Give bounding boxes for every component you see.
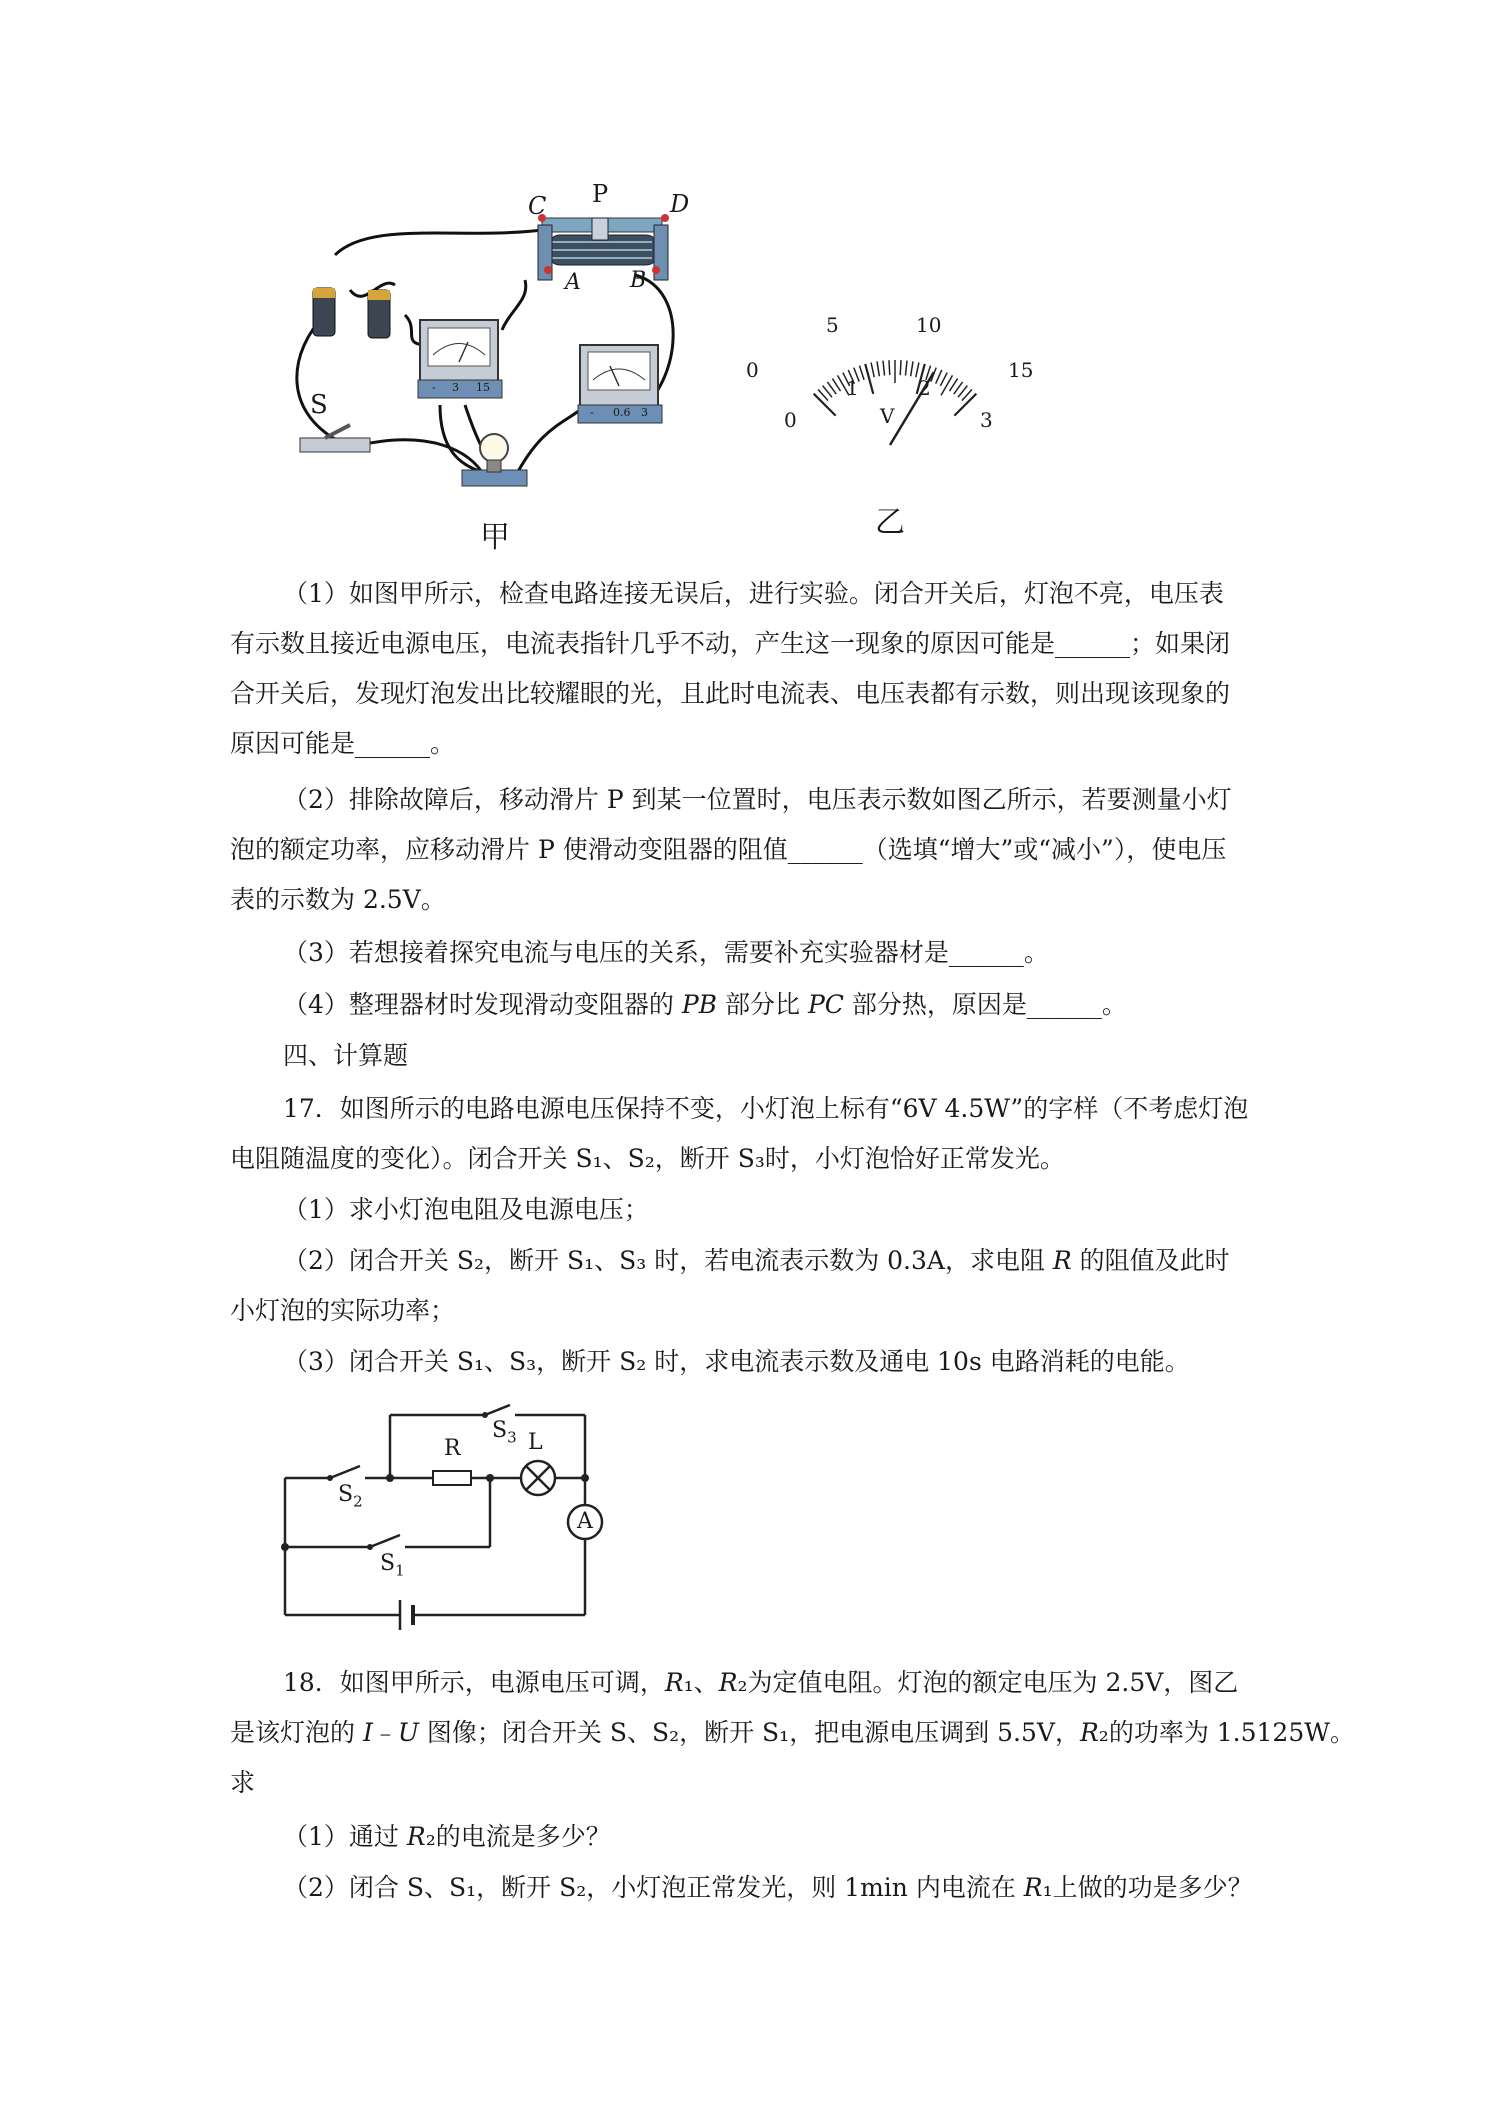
dial-inner-3: 3 (980, 408, 993, 432)
circuit-label-R: R (444, 1436, 461, 1461)
s2-letter: S (338, 1482, 354, 1507)
ammeter-terminal-0.6: 0.6 (613, 406, 631, 419)
voltmeter-terminal-neg: - (432, 381, 436, 394)
dial-tick (883, 361, 885, 376)
q18-l1-r1: R (664, 1668, 684, 1697)
dial-tick (916, 363, 919, 378)
q16-part4-pb: PB (681, 990, 718, 1019)
dial-outer-10: 10 (916, 313, 942, 337)
dial-tick (900, 360, 901, 375)
q17-part3: （3）闭合开关 S₁、S₃，断开 S₂ 时，求电流表示数及通电 10s 电路消耗的电能。 (283, 1347, 1190, 1376)
voltmeter-terminal-15: 15 (476, 381, 490, 394)
dial-tick (871, 363, 874, 378)
q18-l1a: 18．如图甲所示，电源电压可调， (283, 1668, 665, 1697)
dial-tick (911, 361, 913, 376)
q17-part2-line2: 小灯泡的实际功率； (230, 1296, 456, 1325)
q18-p1a: （1）通过 (283, 1822, 407, 1851)
dial-inner-1: 1 (846, 376, 859, 400)
dial-tick (941, 375, 953, 395)
q18-l1b: ₂为定值电阻。灯泡的额定电压为 2.5V，图乙 (737, 1668, 1239, 1697)
q16-part4-c: 部分热，原因是______。 (843, 990, 1127, 1019)
q18-l2-dash: ﹣ (372, 1718, 398, 1747)
q18-part1 (283, 1817, 611, 1853)
q18-line2 (230, 1713, 1355, 1749)
q16-part1-line2: 有示数且接近电源电压，电流表指针几乎不动，产生这一现象的原因可能是______；如果闭 (230, 629, 1231, 658)
q18-p2a: （2）闭合 S、S₁，断开 S₂，小灯泡正常发光，则 1min 内电流在 (283, 1873, 1024, 1902)
q18-part2 (283, 1868, 1253, 1904)
q16-part1-line1: （1）如图甲所示，检查电路连接无误后，进行实验。闭合开关后，灯泡不亮，电压表 (283, 579, 1224, 608)
q17-part1: （1）求小灯泡电阻及电源电压； (283, 1195, 649, 1224)
voltmeter-terminal-3: 3 (452, 381, 459, 394)
dial-tick (859, 366, 864, 380)
label-P: P (592, 180, 609, 208)
q16-part4-b: 部分比 (717, 990, 808, 1019)
dial-tick (905, 361, 907, 376)
circuit-label-A: A (577, 1509, 593, 1534)
s2-sub: 2 (353, 1492, 363, 1511)
q16-part2-line2: 泡的额定功率，应移动滑片 P 使滑动变阻器的阻值______（选填“增大”或“减小”），使电压 (230, 835, 1227, 864)
q18-l2c: ₂的功率为 1.5125W。 (1098, 1718, 1355, 1747)
q18-l2b: 图像；闭合开关 S、S₂，断开 S₁，把电源电压调到 5.5V， (418, 1718, 1080, 1747)
figure-jia (280, 180, 720, 510)
dial-tick (877, 361, 879, 376)
q17-part2-r: R (1052, 1246, 1072, 1275)
section-title: 四、计算题 (283, 1041, 409, 1070)
switch-label: S (310, 390, 328, 420)
label-A: A (565, 270, 581, 295)
s1-letter: S (380, 1551, 396, 1576)
circuit-label-S2 (338, 1482, 363, 1510)
q16-part4-pc: PC (807, 990, 844, 1019)
label-B: B (630, 268, 647, 293)
q16-part2-line1: （2）排除故障后，移动滑片 P 到某一位置时，电压表示数如图乙所示，若要测量小灯 (283, 785, 1232, 814)
q17-line1: 17．如图所示的电路电源电压保持不变，小灯泡上标有“6V 4.5W”的字样（不考虑灯泡 (283, 1094, 1249, 1123)
dial-tick (889, 360, 890, 375)
q16-part3: （3）若想接着探究电流与电压的关系，需要补充实验器材是______。 (283, 938, 1049, 967)
circuit-label-L: L (528, 1430, 543, 1455)
q16-part2-line3: 表的示数为 2.5V。 (230, 885, 446, 914)
q17-circuit-svg (270, 1390, 610, 1640)
q17-circuit-diagram (270, 1390, 610, 1640)
q18-l2-r2: R (1079, 1718, 1099, 1747)
q18-p1-r: R (406, 1822, 426, 1851)
circuit-apparatus-drawing (280, 180, 720, 510)
s3-letter: S (492, 1418, 508, 1443)
circuit-label-S1 (380, 1551, 405, 1579)
ammeter-terminal-neg: - (590, 406, 594, 419)
s1-sub: 1 (395, 1561, 405, 1580)
q18-l2a: 是该灯泡的 (230, 1718, 363, 1747)
label-D: D (670, 190, 690, 218)
s3-sub: 3 (507, 1428, 517, 1447)
dial-inner-0: 0 (784, 408, 797, 432)
q17-part2-b: 的阻值及此时 (1071, 1246, 1230, 1275)
ammeter-terminal-3: 3 (641, 406, 648, 419)
figure-yi (730, 300, 1060, 450)
q18-p2b: ₁上做的功是多少？ (1042, 1873, 1253, 1902)
circuit-label-S3 (492, 1418, 517, 1446)
q18-l1-sep: ₁、 (683, 1668, 719, 1697)
dial-outer-5: 5 (826, 313, 839, 337)
dial-tick (940, 373, 947, 386)
dial-tick (936, 370, 942, 384)
q18-l1-r2: R (718, 1668, 738, 1697)
q16-part4-a: （4）整理器材时发现滑动变阻器的 (283, 990, 682, 1019)
dial-inner-2: 2 (918, 376, 931, 400)
q17-part2-line1 (283, 1241, 1230, 1277)
q17-part2-a: （2）闭合开关 S₂，断开 S₁、S₃ 时，若电流表示数为 0.3A，求电阻 (283, 1246, 1053, 1275)
q17-line2: 电阻随温度的变化）。闭合开关 S₁、S₂，断开 S₃时，小灯泡恰好正常发光。 (230, 1144, 1065, 1173)
q18-l2-u: U (397, 1718, 419, 1747)
q16-part4 (283, 985, 1127, 1021)
q18-p2-r: R (1023, 1873, 1043, 1902)
dial-outer-0: 0 (746, 358, 759, 382)
q18-l2-i: I (362, 1718, 373, 1747)
q18-line1 (283, 1663, 1238, 1699)
dial-unit: V (880, 404, 895, 428)
figure-jia-caption: 甲 (480, 520, 510, 555)
q16-part1-line3: 合开关后，发现灯泡发出比较耀眼的光，且此时电流表、电压表都有示数，则出现该现象的 (230, 679, 1231, 708)
figure-yi-caption: 乙 (875, 505, 905, 540)
q16-part1-line4: 原因可能是______。 (230, 729, 456, 758)
q18-line3: 求 (230, 1768, 256, 1797)
label-C: C (528, 192, 547, 220)
dial-outer-15: 15 (1008, 358, 1034, 382)
q18-p1b: ₂的电流是多少？ (425, 1822, 611, 1851)
